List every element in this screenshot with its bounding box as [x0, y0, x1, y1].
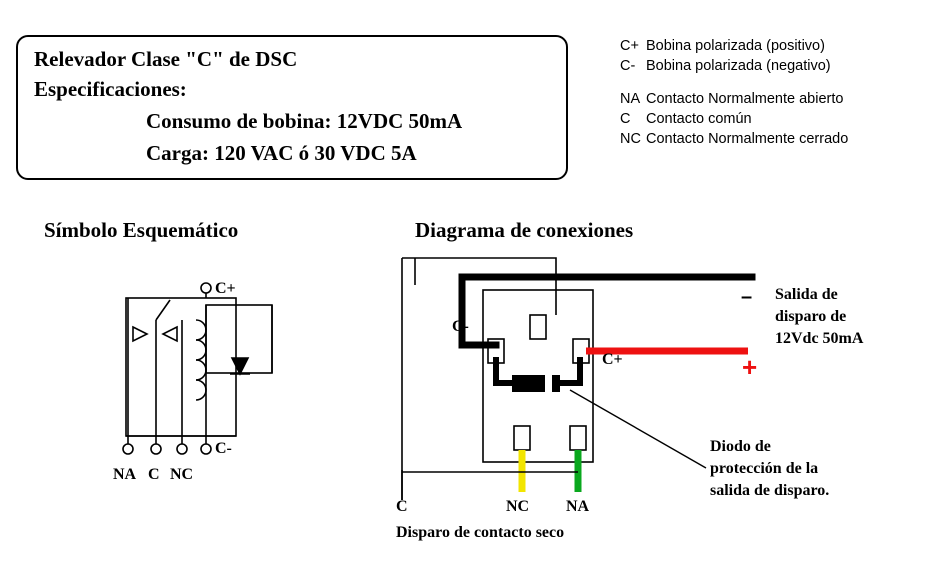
legend-key: NC — [620, 131, 641, 147]
plus-sign-label: + — [742, 352, 758, 382]
schematic-terminal-nc: NC — [170, 466, 194, 483]
output-label-line1: Salida de — [775, 286, 838, 303]
legend-key: NA — [620, 91, 641, 107]
legend-text: Contacto Normalmente cerrado — [646, 131, 849, 147]
legend-text: Contacto común — [646, 111, 752, 127]
terminal-label-na: NA — [566, 498, 590, 515]
legend-text: Bobina polarizada (negativo) — [646, 58, 831, 74]
diode-component — [512, 375, 560, 392]
diode-note-line1: Diodo de — [710, 438, 771, 455]
spec-coil-consumption: Consumo de bobina: 12VDC 50mA — [146, 109, 463, 133]
terminal-label-nc: NC — [506, 498, 530, 515]
minus-sign-label: – — [741, 286, 753, 308]
diode-note-line2: protección de la — [710, 460, 819, 477]
schematic-terminal-c: C — [148, 466, 160, 483]
schematic-cplus-label: C+ — [215, 280, 236, 297]
legend-text: Contacto Normalmente abierto — [646, 91, 844, 107]
terminal-label-c: C — [396, 498, 408, 515]
dry-contact-label: Disparo de contacto seco — [396, 524, 565, 541]
output-label-line3: 12Vdc 50mA — [775, 330, 864, 347]
wiring-cminus-label: C- — [452, 318, 469, 335]
spec-load: Carga: 120 VAC ó 30 VDC 5A — [146, 141, 417, 165]
spec-title: Relevador Clase "C" de DSC — [34, 47, 298, 71]
legend-key: C- — [620, 58, 636, 74]
legend-key: C+ — [620, 38, 639, 54]
legend-key: C — [620, 111, 631, 127]
legend-text: Bobina polarizada (positivo) — [646, 38, 825, 54]
diode-note-line3: salida de disparo. — [710, 482, 830, 499]
wiring-title: Diagrama de conexiones — [415, 218, 634, 242]
schematic-title: Símbolo Esquemático — [44, 218, 239, 242]
output-label-line2: disparo de — [775, 308, 847, 325]
schematic-terminal-na: NA — [113, 466, 137, 483]
spec-subtitle: Especificaciones: — [34, 77, 187, 101]
wiring-cplus-label: C+ — [602, 351, 623, 368]
schematic-cminus-label: C- — [215, 440, 232, 457]
